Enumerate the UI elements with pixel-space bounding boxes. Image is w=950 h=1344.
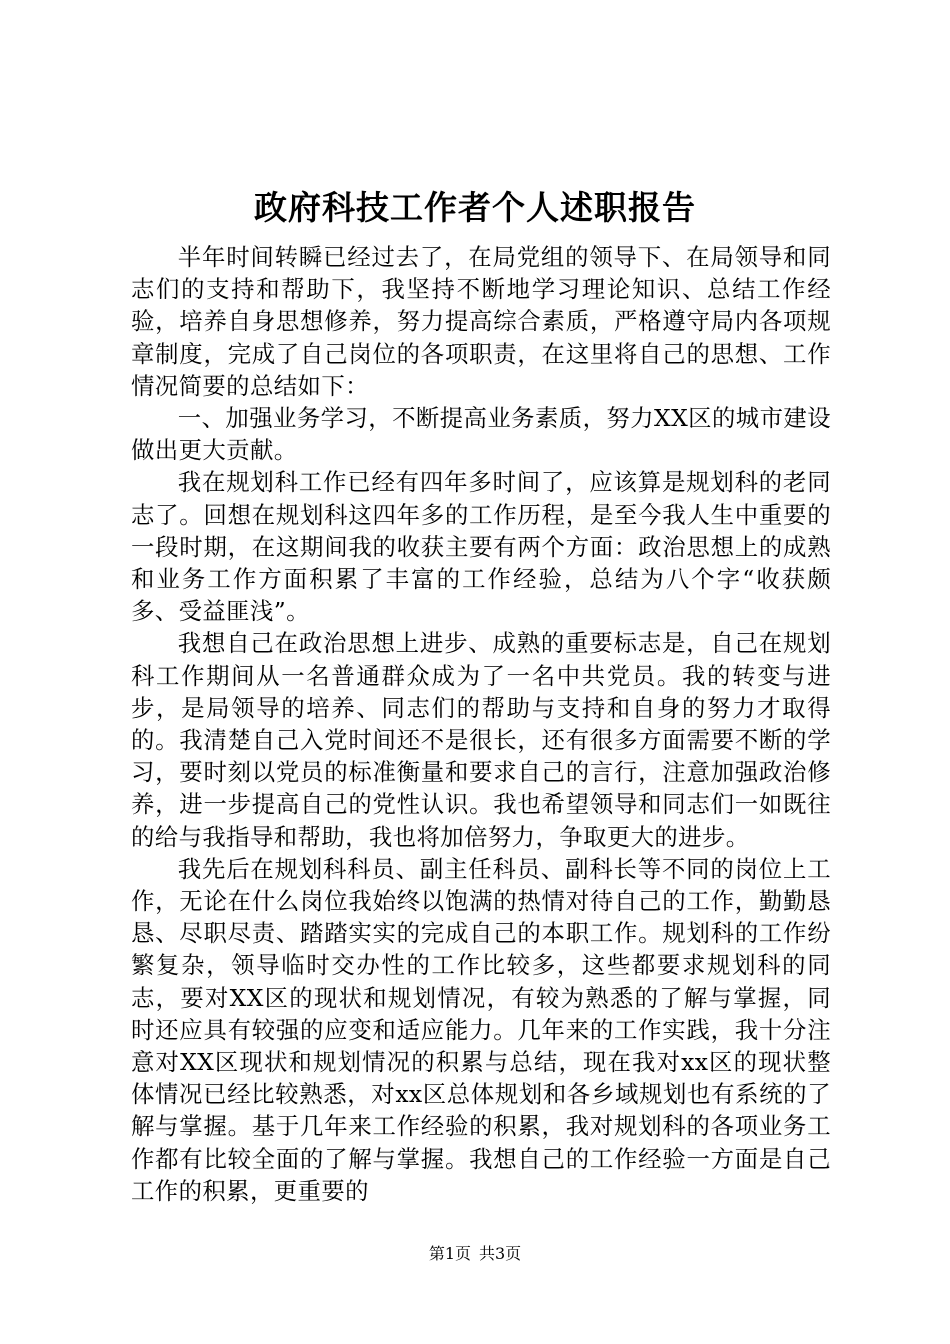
page-number: 第1页 — [428, 1244, 471, 1263]
paragraph-section-heading: 一、加强业务学习，不断提高业务素质，努力XX区的城市建设做出更大贡献。 — [131, 404, 831, 465]
page-footer — [0, 1243, 950, 1265]
paragraph-work-history: 我在规划科工作已经有四年多时间了，应该算是规划科的老同志了。回想在规划科这四年多的工作历程，是至今我人生中重要的一段时期，在这期间我的收获主要有两个方面：政治思想上的成熟和业务工作方面积累了丰富的工作经验，总结为八个字“收获颇多、受益匪浅”。 — [131, 468, 831, 626]
paragraph-political-growth: 我想自己在政治思想上进步、成熟的重要标志是，自己在规划科工作期间从一名普通群众成为了一名中共党员。我的转变与进步，是局领导的培养、同志们的帮助与支持和自身的努力才取得的。我清楚自己入党时间还不是很长，还有很多方面需要不断的学习，要时刻以党员的标准衡量和要求自己的言行，注意加强政治修养，进一步提高自己的党性认识。我也希望领导和同志们一如既往的给与我指导和帮助，我也将加倍努力，争取更大的进步。 — [131, 629, 831, 851]
paragraph-intro: 半年时间转瞬已经过去了，在局党组的领导下、在局领导和同志们的支持和帮助下，我坚持不断地学习理论知识、总结工作经验，培养自身思想修养，努力提高综合素质，严格遵守局内各项规章制度，完成了自己岗位的各项职责，在这里将自己的思想、工作情况简要的总结如下： — [131, 243, 831, 400]
paragraph-positions: 我先后在规划科科员、副主任科员、副科长等不同的岗位上工作，无论在什么岗位我始终以饱满的热情对待自己的工作，勤勤恳恳、尽职尽责、踏踏实实的完成自己的本职工作。规划科的工作纷繁复杂，领导临时交办性的工作比较多，这些都要求规划科的同志，要对XX区的现状和规划情况，有较为熟悉的了解与掌握，同时还应具有较强的应变和适应能力。几年来的工作实践，我十分注意对XX区现状和规划情况的积累与总结，现在我对xx区的现状整体情况已经比较熟悉，对xx区总体规划和各乡域规划也有系统的了解与掌握。基于几年来工作经验的积累，我对规划科的各项业务工作都有比较全面的了解与掌握。我想自己的工作经验一方面是自己工作的积累，更重要的 — [131, 854, 831, 1205]
document-body — [131, 241, 831, 1207]
document-title: 政府科技工作者个人述职报告 — [254, 188, 696, 227]
page-total: 共3页 — [479, 1244, 522, 1263]
